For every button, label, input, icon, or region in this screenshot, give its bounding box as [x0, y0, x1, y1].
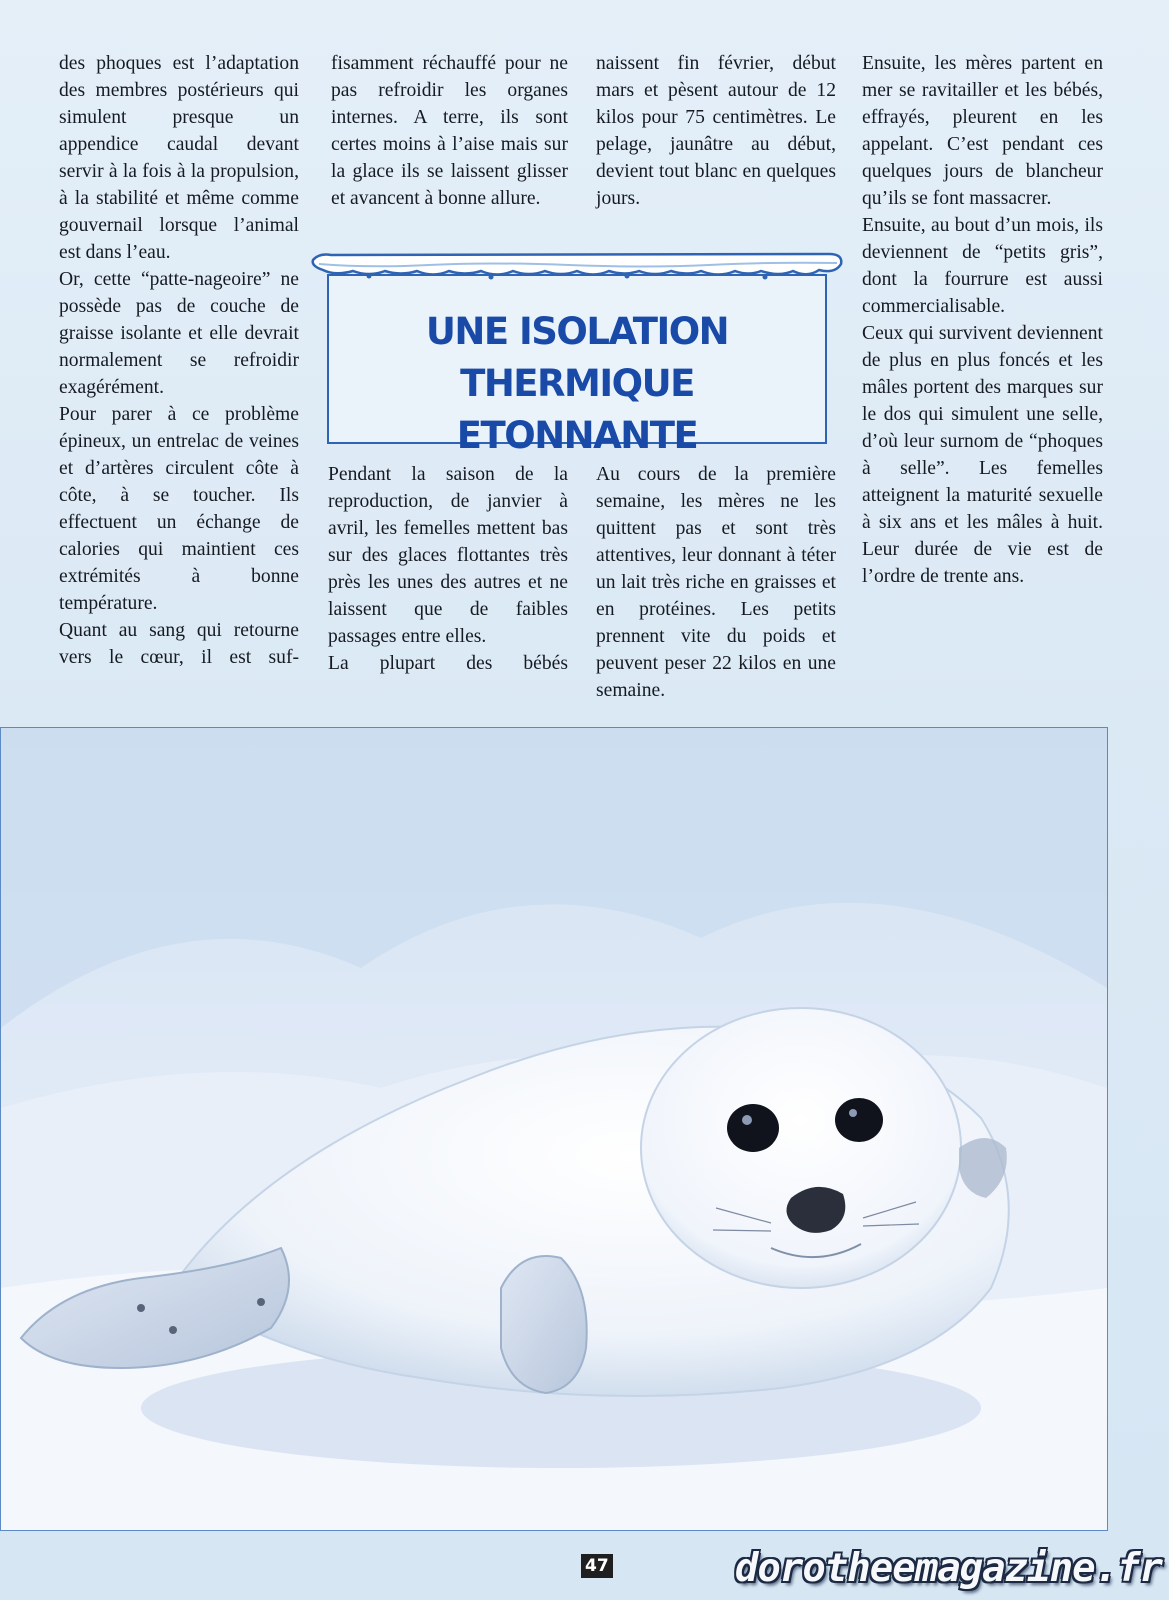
paragraph: Or, cette “patte-nageoire” ne possède pas de couche de graisse isolante et elle devrait normalement se refroidir exagérément. [59, 269, 299, 398]
text-column-3-top [596, 50, 836, 212]
text-column-2-top [331, 50, 568, 212]
text-column-2-bottom [328, 461, 568, 677]
watermark: dorotheemagazine.fr [734, 1546, 1162, 1591]
paragraph: Ensuite, les mères partent en mer se ravitailler et les bébés, effrayés, pleurent en les appelant. C’est pendant ces quelques jours de blancheur qu’ils se font massacrer. [862, 53, 1103, 209]
paragraph: fisamment réchauffé pour ne pas refroidir les organes internes. A terre, ils sont certes moins à l’aise mais sur la glace ils se laissent glisser et avancent à bonne allure. [331, 53, 568, 209]
paragraph: Quant au sang qui retourne vers le cœur, il est suf- [59, 620, 299, 668]
heading-box [327, 274, 827, 457]
snow-cap-decoration [309, 250, 847, 290]
paragraph: Au cours de la première semaine, les mères ne les quittent pas et sont très attentives, leur donnant à téter un lait très riche en graisses et en protéines. Les petits prennent vite du poids et peuvent peser 22 kilos en une semaine. [596, 464, 836, 701]
text-column-3-bottom [596, 461, 836, 704]
seal-head [641, 1008, 961, 1288]
heading-line: ETONNANTE [456, 414, 698, 457]
text-column-4 [862, 50, 1103, 590]
paragraph: des phoques est l’adaptation des membres postérieurs qui simulent presque un appendice caudal devant servir à la fois à la propulsion, à la stabilité et même comme gouvernail lorsque l’animal est dans l’eau. [59, 53, 299, 263]
section-heading-frame [309, 250, 847, 457]
seal-eye [727, 1104, 779, 1152]
seal-pup-photo [0, 727, 1108, 1531]
section-heading [329, 306, 825, 462]
seal-eye [835, 1098, 883, 1142]
paragraph: Pour parer à ce problème épineux, un entrelac de veines et d’artères circulent côte à côte, à se toucher. Ils effectuent un échange de calories qui maintient ces extrémités à bonne température. [59, 404, 299, 614]
paragraph: naissent fin février, début mars et pèsent autour de 12 kilos pour 75 centimètres. Le pelage, jaunâtre au début, devient tout blanc en quelques jours. [596, 53, 836, 209]
seal-pup-illustration [1, 728, 1107, 1530]
paragraph: Ceux qui survivent deviennent de plus en plus foncés et les mâles portent des marques sur le dos qui simulent une selle, d’où leur surnom de “phoques à selle”. Les femelles atteignent la maturité sexuelle à six ans et les mâles à huit. Leur durée de vie est de l’ordre de trente ans. [862, 323, 1103, 587]
seal-front-flipper [501, 1256, 587, 1393]
paragraph: Pendant la saison de la reproduction, de janvier à avril, les femelles mettent bas sur des glaces flottantes très près les unes des autres et ne laissent que de faibles passages entre elles. [328, 464, 568, 647]
paragraph: La plupart des bébés [328, 653, 568, 674]
heading-line: THERMIQUE [460, 362, 694, 405]
heading-line: UNE ISOLATION [425, 310, 729, 353]
text-column-1 [59, 50, 299, 671]
snow-drift [1, 728, 1107, 1028]
page-number: 47 [581, 1554, 613, 1578]
paragraph: Ensuite, au bout d’un mois, ils deviennent de “petits gris”, dont la fourrure est aussi commercialisable. [862, 215, 1103, 317]
